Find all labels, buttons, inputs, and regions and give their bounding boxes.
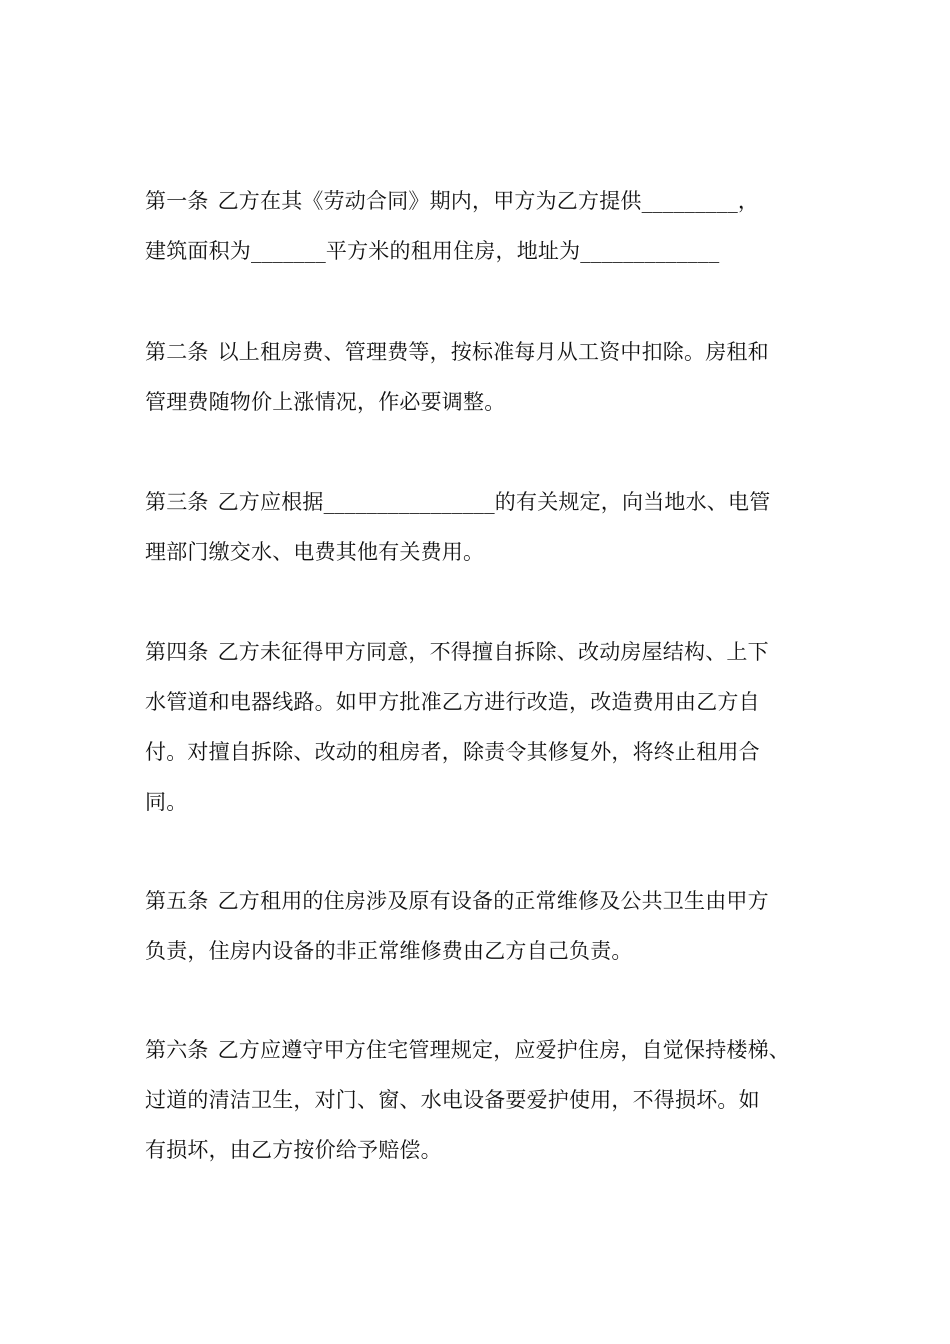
article-3: [145, 477, 845, 577]
article-text: 以上租房费、管理费等，按标准每月从工资中扣除。房租和: [217, 340, 769, 364]
article-text: 管理费随物价上涨情况，作必要调整。: [145, 390, 506, 414]
article-text: 乙方应遵守甲方住宅管理规定，应爱护住房，自觉保持楼梯、: [217, 1038, 791, 1062]
article-text: 付。对擅自拆除、改动的租房者，除责令其修复外，将终止租用合: [145, 740, 760, 764]
article-text: 有损坏，由乙方按价给予赔偿。: [145, 1138, 442, 1162]
article-line: [145, 176, 845, 226]
article-line: [145, 1025, 845, 1075]
article-label: 第三条: [145, 490, 209, 514]
article-text: 乙方应根据________________的有关规定，向当地水、电管: [217, 490, 771, 514]
article-line: [145, 926, 845, 976]
article-line: [145, 1075, 845, 1125]
article-line: [145, 477, 845, 527]
article-text: 乙方未征得甲方同意，不得擅自拆除、改动房屋结构、上下: [217, 640, 769, 664]
article-line: [145, 377, 845, 427]
article-line: [145, 876, 845, 926]
article-4: [145, 627, 845, 827]
article-line: [145, 777, 845, 827]
article-label: 第二条: [145, 340, 209, 364]
article-6: [145, 1025, 845, 1175]
article-label: 第一条: [145, 189, 209, 213]
article-label: 第六条: [145, 1038, 209, 1062]
article-text: 水管道和电器线路。如甲方批准乙方进行改造，改造费用由乙方自: [145, 690, 760, 714]
article-line: [145, 727, 845, 777]
article-line: [145, 327, 845, 377]
article-line: [145, 527, 845, 577]
article-line: [145, 226, 845, 276]
article-line: [145, 627, 845, 677]
article-text: 过道的清洁卫生，对门、窗、水电设备要爱护使用，不得损坏。如: [145, 1088, 760, 1112]
article-5: [145, 876, 845, 976]
article-label: 第四条: [145, 640, 209, 664]
article-line: [145, 1125, 845, 1175]
article-1: [145, 176, 845, 276]
article-text: 乙方租用的住房涉及原有设备的正常维修及公共卫生由甲方: [217, 889, 769, 913]
article-line: [145, 677, 845, 727]
article-text: 乙方在其《劳动合同》期内，甲方为乙方提供_________，: [217, 189, 760, 213]
article-label: 第五条: [145, 889, 209, 913]
article-text: 同。: [145, 790, 188, 814]
article-2: [145, 327, 845, 427]
article-text: 负责，住房内设备的非正常维修费由乙方自己负责。: [145, 939, 633, 963]
article-text: 理部门缴交水、电费其他有关费用。: [145, 540, 485, 564]
article-text: 建筑面积为_______平方米的租用住房，地址为_____________: [145, 239, 720, 263]
